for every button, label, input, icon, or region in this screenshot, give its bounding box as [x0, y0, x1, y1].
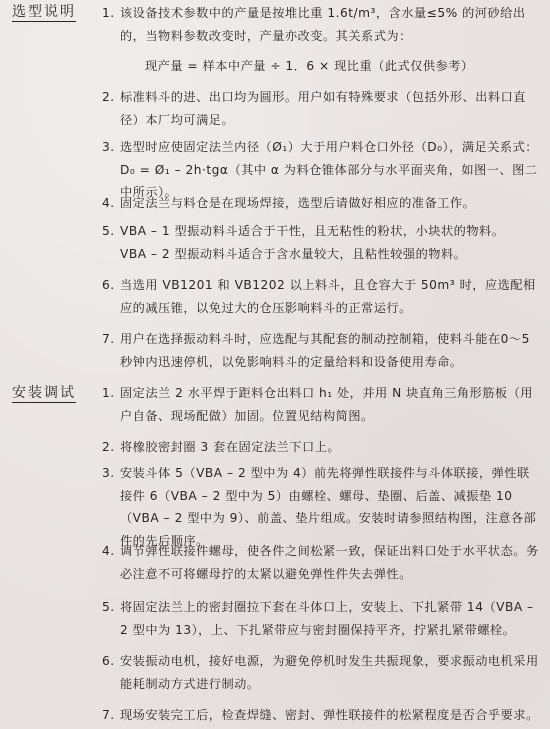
- item-text: 安装斗体 5（VBA – 2 型中为 4）前先将弹性联接件与斗体联接，弹性联接件 6（VBA – 2 型中为 5）由螺栓、螺母、垫圈、后盖、减振垫 10（VBA – 2 型中为 9）、前盖、垫片组成。安装时请参照结构图，注意各部件的先后顺序。: [120, 466, 537, 548]
- item-text: 现场安装完工后，检查焊缝、密封、弹性联接件的松紧程度是否合乎要求。: [120, 708, 539, 722]
- item-text: 该设备技术参数中的产量是按堆比重 1.6t/m³，含水量≤5% 的河砂给出的，当物料参数改变时，产量亦改变。其关系式为：: [120, 6, 526, 43]
- item-number: 1.: [102, 386, 115, 400]
- capacity-formula: 现产量 = 样本中产量 ÷ 1．6 × 现比重（此式仅供参考）: [145, 59, 474, 73]
- item-subtext: VBA – 2 型振动料斗适合于含水量较大，且粘性较强的物料。: [120, 246, 467, 261]
- section-heading-selection: 选型说明: [12, 4, 76, 20]
- install-item-6: [104, 650, 540, 695]
- item-text: 将固定法兰上的密封圈拉下套在斗体口上，安装上、下扎紧带 14（VBA – 2 型中为 13），上、下扎紧带应与密封圈保持平齐，拧紧扎紧带螺栓。: [120, 600, 534, 637]
- install-item-1: [104, 382, 540, 427]
- item-text: 固定法兰 2 水平焊于距料仓出料口 h₁ 处，并用 N 块直角三角形筋板（用户自备、现场配做）加固。位置见结构简图。: [120, 386, 533, 423]
- item-number: 4.: [102, 196, 115, 210]
- install-item-5: [104, 596, 540, 641]
- selection-item-4: [104, 192, 540, 215]
- item-number: 5.: [102, 224, 115, 238]
- item-text: 用户在选择振动料斗时，应选配与其配套的制动控制箱，使料斗能在0～5秒钟内迅速停机，以免影响料斗的定量给料和设备使用寿命。: [120, 332, 530, 369]
- selection-item-1: [104, 2, 540, 47]
- item-number: 2.: [102, 440, 115, 454]
- item-text: 标准料斗的进、出口均为圆形。用户如有特殊要求（包括外形、出料口直径）本厂均可满足。: [120, 90, 526, 127]
- selection-item-7: [104, 328, 540, 373]
- item-number: 1.: [102, 6, 115, 20]
- section-heading-installation: 安装调试: [12, 385, 76, 401]
- selection-item-6: [104, 274, 540, 319]
- item-number: 2.: [102, 90, 115, 104]
- item-text: 固定法兰与料仓是在现场焊接，选型后请做好相应的准备工作。: [120, 196, 476, 210]
- item-number: 4.: [102, 544, 115, 558]
- item-number: 6.: [102, 278, 115, 292]
- item-text: 当选用 VB1201 和 VB1202 以上料斗，且仓容大于 50m³ 时，应选配相应的减压锥，以免过大的仓压影响料斗的正常运行。: [120, 278, 536, 315]
- item-text: 安装振动电机，接好电源，为避免停机时发生共振现象，要求振动电机采用能耗制动方式进行制动。: [120, 654, 539, 691]
- selection-item-2: [104, 86, 540, 131]
- item-text: VBA – 1 型振动料斗适合于干性，且无粘性的粉状，小块状的物料。: [120, 224, 505, 238]
- item-text: 调节弹性联接件螺母，使各件之间松紧一致，保证出料口处于水平状态。务必注意不可将螺母拧的太紧以避免弹性件失去弹性。: [120, 544, 539, 581]
- install-item-3: [104, 462, 540, 552]
- item-number: 3.: [102, 140, 115, 154]
- item-number: 5.: [102, 600, 115, 614]
- selection-item-5: [104, 220, 540, 265]
- install-item-7: [104, 704, 540, 727]
- item-number: 6.: [102, 654, 115, 668]
- item-number: 3.: [102, 466, 115, 480]
- item-text: 将橡胶密封圈 3 套在固定法兰下口上。: [120, 440, 341, 454]
- install-item-4: [104, 540, 540, 585]
- item-text: 选型时应使固定法兰内径（Ø₁）大于用户料仓口外径（D₀），满足关系式：D₀ = Ø₁ – 2h·tgα（其中 α 为料仓锥体部分与水平面夹角，如图一、图二中所示）。: [120, 140, 538, 199]
- item-number: 7.: [102, 332, 115, 346]
- install-item-2: [104, 436, 540, 459]
- item-number: 7.: [102, 708, 115, 722]
